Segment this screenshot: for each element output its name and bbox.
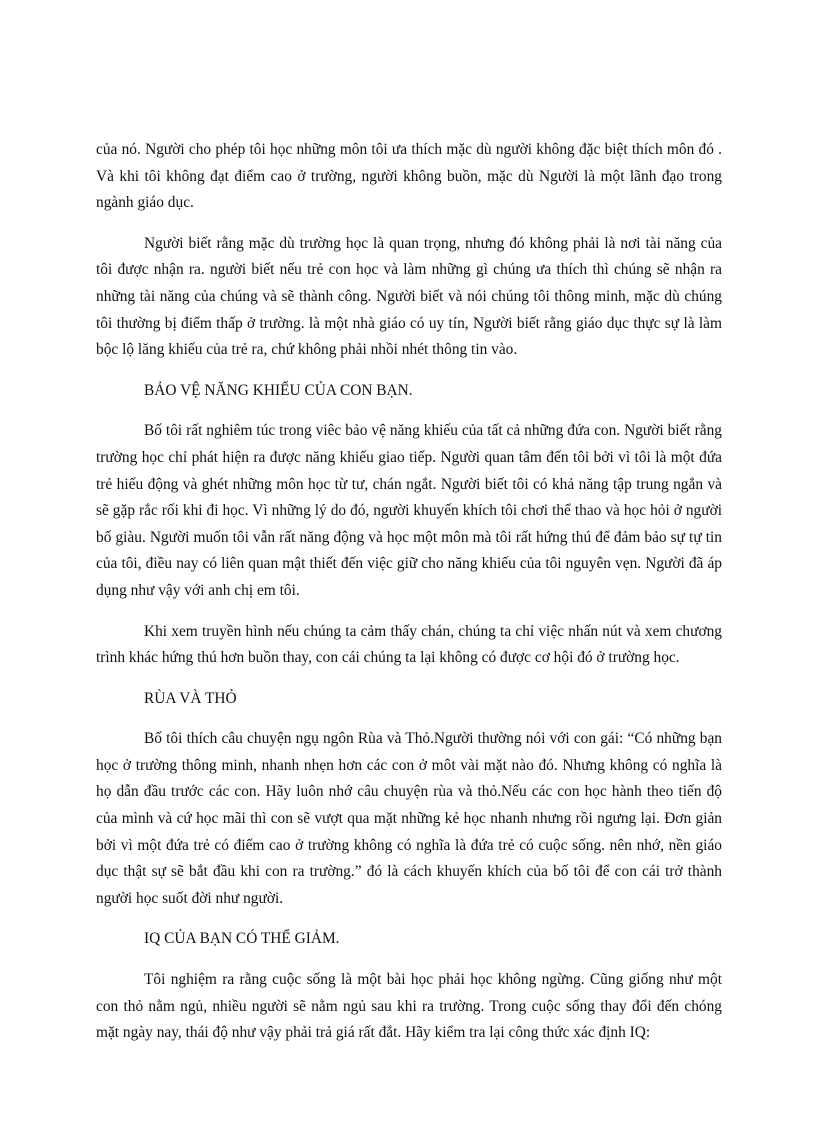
paragraph-3: Bố tôi rất nghiêm túc trong viêc bảo vệ năng khiếu của tất cả những đứa con. Người biết rằng trường học chỉ phát hiện ra được năng khiếu giao tiếp. Người quan tâm đến tôi bởi vì tôi là một đứa trẻ hiếu động và ghét những môn học từ tư, chán ngắt. Người biết tôi có khả năng tập trung ngắn và sẽ gặp rắc rối khi đi học. Vì những lý do đó, người khuyến khích tôi chơi thể thao và học hỏi ở người bố giàu. Người muốn tôi vẫn rất năng động và học một môn mà tôi rất hứng thú để đảm bảo sự tự tin của tôi, điều nay có liên quan mật thiết đến việc giữ cho năng khiếu của tôi nguyên vẹn. Người đã áp dụng như vậy với anh chị em tôi.	[96, 422, 722, 599]
paragraph-1: của nó. Người cho phép tôi học những môn tôi ưa thích mặc dù người không đặc biệt thích môn đó . Và khi tôi không đạt điểm cao ở trường, người không buồn, mặc dù Người là một lãnh đạo trong ngành giáo dục.	[96, 141, 722, 212]
page-content	[96, 137, 722, 1047]
section-heading-protect-talent: BẢO VỆ NĂNG KHIẾU CỦA CON BẠN.	[144, 381, 413, 399]
section-heading-tortoise-hare: RÙA VÀ THỎ	[144, 689, 237, 707]
section-heading-iq: IQ CỦA BẠN CÓ THỂ GIẢM.	[144, 930, 340, 948]
paragraph-4: Khi xem truyền hình nếu chúng ta cảm thấy chán, chúng ta chỉ việc nhấn nút và xem chương trình khác hứng thú hơn buồn thay, con cái chúng ta lại không có được cơ hội đó ở trường học.	[96, 622, 722, 667]
paragraph-2: Người biết rằng mặc dù trường học là quan trọng, nhưng đó không phải là nơi tài năng của tôi được nhận ra. người biết nếu trẻ con học và làm những gì chúng ưa thích thì chúng sẽ nhận ra những tài năng của chúng và sẽ thành công. Người biết và nói chúng tôi thông minh, mặc dù chúng tôi thường bị điểm thấp ở trường. là một nhà giáo có uy tín, Người biết rằng giáo dục thực sự là làm bộc lộ lăng khiếu của trẻ ra, chứ không phải nhồi nhét thông tin vào.	[96, 234, 722, 359]
paragraph-6: Tôi nghiệm ra rằng cuộc sống là một bài học phải học không ngừng. Cũng giống như một con thỏ nằm ngủ, nhiều người sẽ nằm ngủ sau khi ra trường. Trong cuộc sống thay đổi đến chóng mặt ngày nay, thái độ như vậy phải trả giá rất đắt. Hãy kiểm tra lại công thức xác định IQ:	[96, 971, 722, 1042]
paragraph-5: Bố tôi thích câu chuyện ngụ ngôn Rùa và Thỏ.Người thường nói với con gái: “Có những bạn học ở trường thông minh, nhanh nhẹn hơn các con ở môt vài mặt nào đó. Nhưng không có nghĩa là họ dẫn đầu trước các con. Hãy luôn nhớ câu chuyện rùa và thỏ.Nếu các con học hành theo tiến độ của mình và cứ học mãi thì con sẽ vượt qua mặt những kẻ học nhanh nhưng rồi ngưng lại. Đơn giản bởi vì một đứa trẻ có điểm cao ở trường không có nghĩa là đứa trẻ có cuộc sống. nên nhớ, nền giáo dục thật sự sẽ bắt đầu khi con ra trường.” đó là cách khuyến khích của bố tôi để con cái trở thành người học suốt đời như người.	[96, 730, 722, 907]
